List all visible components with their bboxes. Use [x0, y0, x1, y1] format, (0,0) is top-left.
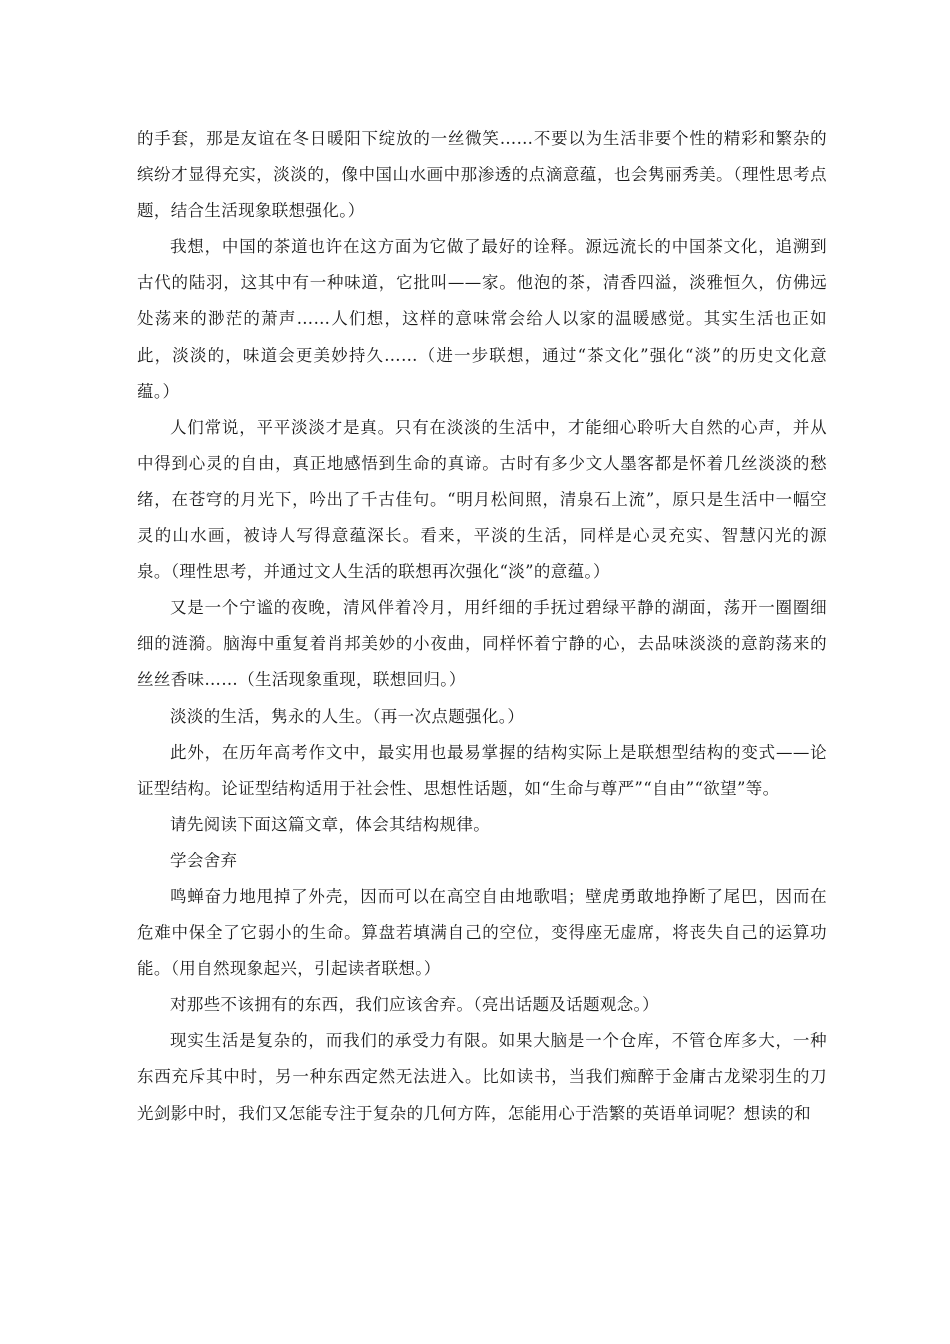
paragraph-quiet-night: 又是一个宁谧的夜晚，清风伴着冷月，用纤细的手抚过碧绿平静的湖面，荡开一圈圈细细的涟漪。脑海中重复着肖邦美妙的小夜曲，同样怀着宁静的心，去品味淡淡的意韵荡来的丝丝香味……（生活现象重现，联想回归。）: [137, 598, 827, 690]
article-title: 学会舍弃: [170, 850, 238, 870]
paragraph-topic-statement: 对那些不该拥有的东西，我们应该舍弃。（亮出话题及话题观念。）: [170, 995, 659, 1015]
paragraph-conclusion: 淡淡的生活，隽永的人生。（再一次点题强化。）: [170, 706, 525, 726]
paragraph-plain-life: 人们常说，平平淡淡才是真。只有在淡淡的生活中，才能细心聆听大自然的心声，并从中得到心灵的自由，真正地感悟到生命的真谛。古时有多少文人墨客都是怀着几丝淡淡的愁绪，在苍穹的月光下，吟出了千古佳句。“明月松间照，清泉石上流”，原只是生活中一幅空灵的山水画，被诗人写得意蕴深长。看来，平淡的生活，同样是心灵充实、智慧闪光的源泉。（理性思考，并通过文人生活的联想再次强化“淡”的意蕴。）: [137, 417, 827, 582]
paragraph-instruction: 请先阅读下面这篇文章，体会其结构规律。: [170, 814, 491, 834]
paragraph-reality-argument: 现实生活是复杂的，而我们的承受力有限。如果大脑是一个仓库，不管仓库多大，一种东西充斥其中时，另一种东西定然无法进入。比如读书，当我们痴醉于金庸古龙梁羽生的刀光剑影中时，我们又怎能专注于复杂的几何方阵，怎能用心于浩繁的英语单词呢？想读的和: [137, 1031, 827, 1123]
paragraph-nature-opening: 鸣蝉奋力地甩掉了外壳，因而可以在高空自由地歌唱；壁虎勇敢地挣断了尾巴，因而在危难中保全了它弱小的生命。算盘若填满自己的空位，变得座无虚席，将丧失自己的运算功能。（用自然现象起兴，引起读者联想。）: [137, 886, 827, 979]
paragraph-continuation: 的手套，那是友谊在冬日暖阳下绽放的一丝微笑……不要以为生活非要个性的精彩和繁杂的缤纷才显得充实，淡淡的，像中国山水画中那渗透的点滴意蕴，也会隽丽秀美。（理性思考点题，结合生活现象联想强化。）: [137, 129, 827, 221]
paragraph-structure-note: 此外，在历年高考作文中，最实用也最易掌握的结构实际上是联想型结构的变式——论证型结构。论证型结构适用于社会性、思想性话题，如“生命与尊严”“自由”“欲望”等。: [137, 742, 827, 798]
paragraph-tea-culture: 我想，中国的茶道也许在这方面为它做了最好的诠释。源远流长的中国茶文化，追溯到古代的陆羽，这其中有一种味道，它批叫——家。他泡的茶，清香四溢，淡雅恒久，仿佛远处荡来的渺茫的萧声……人们想，这样的意味常会给人以家的温暖感觉。其实生活也正如此，淡淡的，味道会更美妙持久……（进一步联想，通过“茶文化”强化“淡”的历史文化意蕴。）: [137, 237, 827, 401]
article-body: [137, 121, 827, 1132]
